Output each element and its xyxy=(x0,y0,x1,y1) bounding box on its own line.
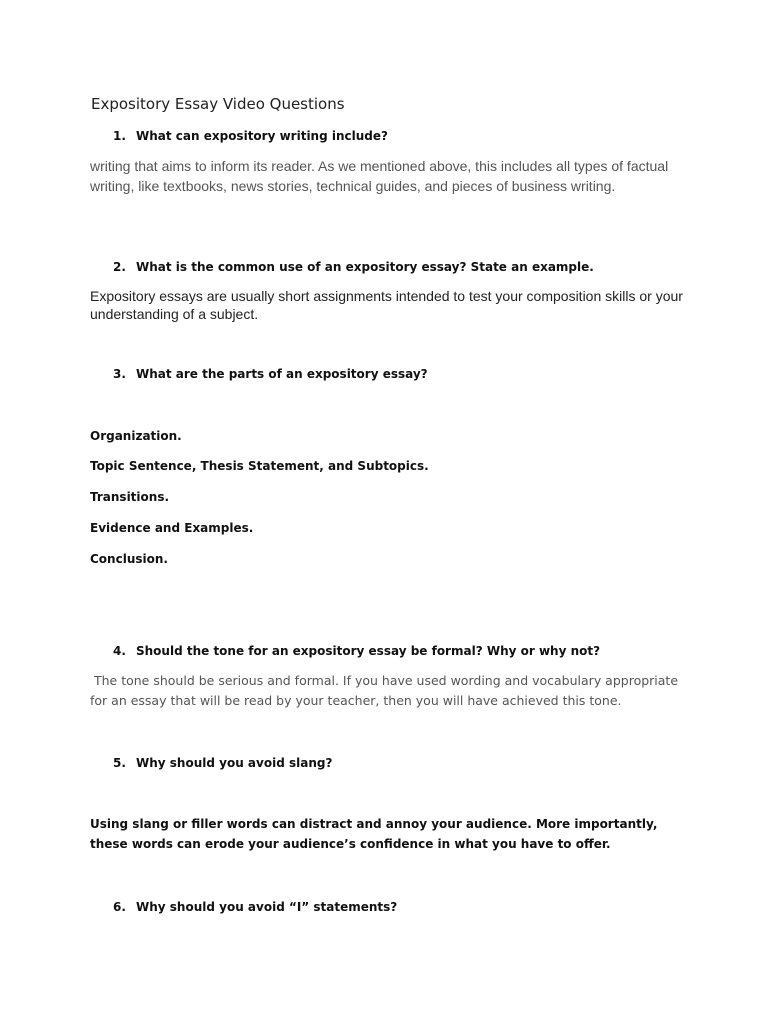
question-number: 3. xyxy=(113,367,126,381)
answer-2: Expository essays are usually short assignments intended to test your composition skills or your understanding of a subject. xyxy=(90,288,683,322)
answer-3-item-organization: Organization. xyxy=(90,429,182,443)
answer-1: writing that aims to inform its reader. As we mentioned above, this includes all types of factual writing, like textbooks, news stories, technical guides, and pieces of business writing. xyxy=(90,158,669,194)
answer-3-item-topic-sentence: Topic Sentence, Thesis Statement, and Subtopics. xyxy=(90,459,429,473)
question-text: What is the common use of an expository essay? State an example. xyxy=(136,260,594,274)
question-number: 2. xyxy=(113,260,126,274)
question-text: Why should you avoid slang? xyxy=(136,756,333,770)
answer-5: Using slang or filler words can distract and annoy your audience. More importantly, these words can erode your audience’s confidence in what you have to offer. xyxy=(90,817,658,851)
answer-3-item-conclusion: Conclusion. xyxy=(90,552,168,566)
answer-3-item-evidence: Evidence and Examples. xyxy=(90,521,254,535)
question-text: Should the tone for an expository essay be formal? Why or why not? xyxy=(136,644,601,658)
answer-3-item-transitions: Transitions. xyxy=(90,490,170,504)
question-number: 6. xyxy=(113,900,126,914)
question-number: 1. xyxy=(113,129,126,143)
question-text: What can expository writing include? xyxy=(136,129,388,143)
answer-4: The tone should be serious and formal. If you have used wording and vocabulary appropriate for an essay that will be read by your teacher, then you will have achieved this tone. xyxy=(90,673,683,708)
question-number: 5. xyxy=(113,756,126,770)
question-text: Why should you avoid “I” statements? xyxy=(136,900,398,914)
question-number: 4. xyxy=(113,644,126,658)
question-text: What are the parts of an expository essay? xyxy=(136,367,428,381)
document-title: Expository Essay Video Questions xyxy=(91,95,345,113)
